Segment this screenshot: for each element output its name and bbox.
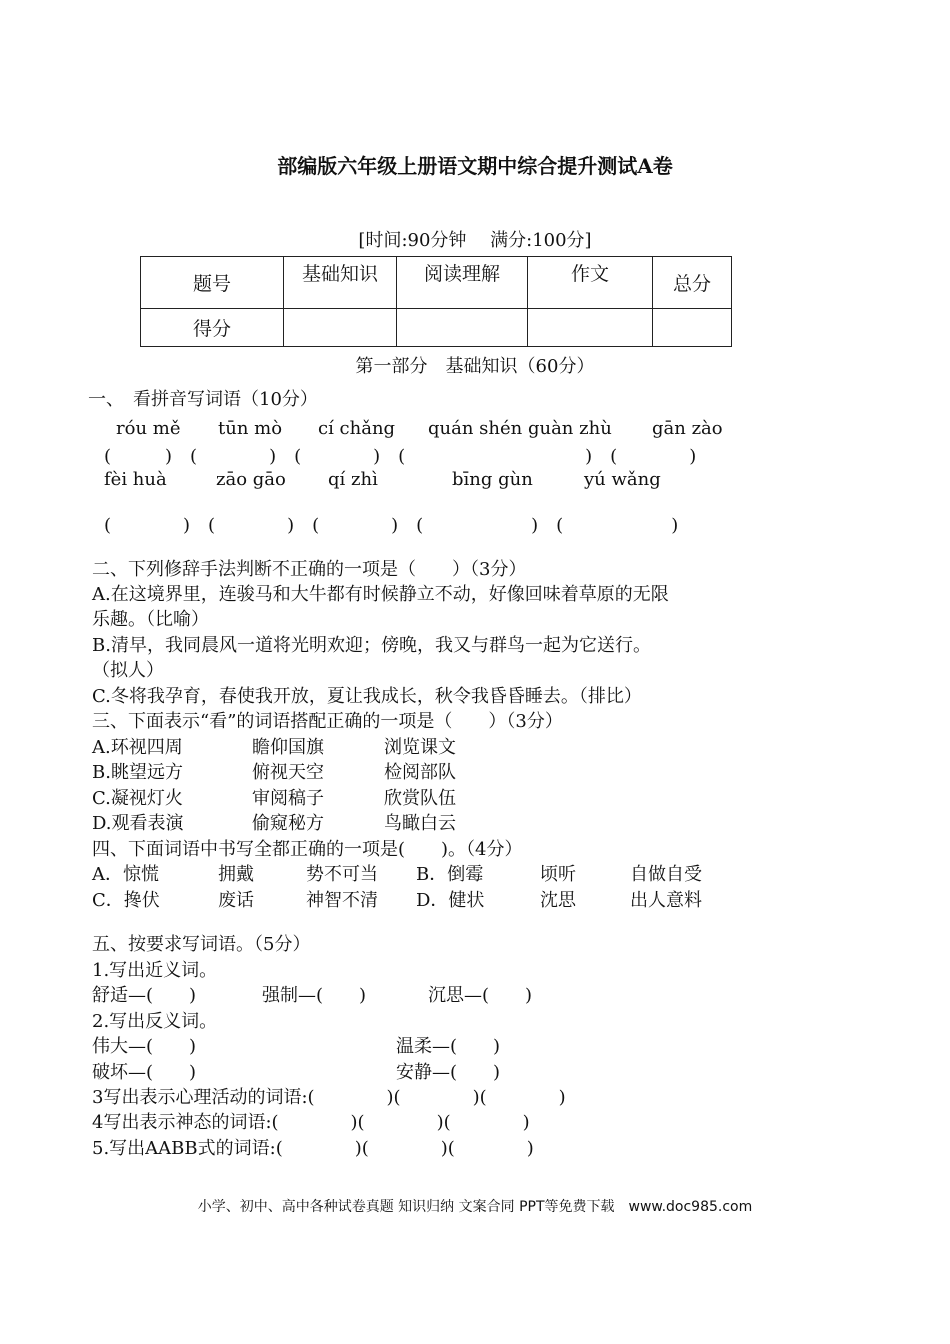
pinyin: zāo gāo — [216, 469, 286, 490]
fill-blank[interactable]: 强制—( ) — [262, 985, 367, 1006]
question-heading: 五、按要求写词语。（5分） — [92, 934, 311, 955]
option-text: A.在这境界里，连骏马和大牛都有时候静立不动，好像回味着草原的无限 — [92, 584, 669, 605]
option-text: 欣赏队伍 — [384, 788, 456, 809]
fill-blank[interactable]: 沉思—( ) — [428, 985, 533, 1006]
option-text: 俯视天空 — [252, 762, 324, 783]
option-text: B.眺望远方 — [92, 762, 183, 783]
fill-blank[interactable]: 伟大—( ) — [92, 1036, 197, 1057]
option-text: B．倒霉 — [416, 864, 484, 885]
question-heading: 四、下面词语中书写全都正确的一项是( )。（4分） — [92, 839, 523, 860]
fill-blank[interactable]: 4写出表示神态的词语:( )( )( ) — [92, 1112, 530, 1133]
score-cell[interactable] — [528, 309, 653, 347]
option-text: （拟人） — [92, 660, 164, 681]
part-heading: 第一部分 基础知识（60分） — [355, 356, 595, 377]
footer-note: 小学、初中、高中各种试卷真题 知识归纳 文案合同 PPT等免费下载 www.doc985.com — [197, 1199, 753, 1215]
option-text: 神智不清 — [306, 890, 378, 911]
page-title: 部编版六年级上册语文期中综合提升测试A卷 — [277, 154, 673, 178]
option-text: 瞻仰国旗 — [252, 737, 324, 758]
pinyin: fèi huà — [104, 469, 167, 490]
pinyin: tūn mò — [218, 418, 283, 439]
option-text: 沈思 — [540, 890, 576, 911]
option-text: 偷窥秘方 — [252, 813, 324, 834]
score-cell[interactable] — [397, 309, 528, 347]
option-text: 乐趣。（比喻） — [92, 609, 209, 630]
option-text: A．惊慌 — [92, 864, 159, 885]
sub-question: 1.写出近义词。 — [92, 960, 218, 981]
score-cell[interactable] — [653, 309, 732, 347]
fill-blank[interactable]: 温柔—( ) — [396, 1036, 501, 1057]
option-text: 审阅稿子 — [252, 788, 324, 809]
pinyin: yú wǎng — [584, 469, 661, 490]
score-table-header: 基础知识 — [284, 257, 397, 309]
fill-blank[interactable]: 破坏—( ) — [92, 1062, 197, 1083]
option-text: 鸟瞰白云 — [384, 813, 456, 834]
pinyin: qí zhì — [328, 469, 378, 490]
fill-blank[interactable]: 舒适—( ) — [92, 985, 197, 1006]
score-table — [140, 256, 732, 347]
option-text: 浏览课文 — [384, 737, 456, 758]
fill-blank[interactable]: 安静—( ) — [396, 1062, 501, 1083]
option-text: C.冬将我孕育，春使我开放，夏让我成长，秋令我昏昏睡去。（排比） — [92, 686, 642, 707]
score-table-header: 题号 — [141, 257, 284, 309]
question-heading: 二、下列修辞手法判断不正确的一项是（ ）（3分） — [92, 559, 527, 580]
option-text: 拥戴 — [218, 864, 254, 885]
question-heading: 三、下面表示“看”的词语搭配正确的一项是（ ）（3分） — [92, 711, 563, 732]
pinyin: gān zào — [652, 418, 723, 439]
answer-brackets[interactable]: ( ) ( ) ( ) ( ) ( ) — [104, 515, 679, 536]
option-text: 势不可当 — [306, 864, 378, 885]
option-text: 自做自受 — [630, 864, 702, 885]
option-text: D．健状 — [416, 890, 485, 911]
pinyin: cí chǎng — [318, 418, 396, 439]
option-text: D.观看表演 — [92, 813, 184, 834]
exam-meta: [时间:90分钟 满分:100分] — [358, 230, 592, 251]
option-text: B.清早，我同晨风一道将光明欢迎；傍晚，我又与群鸟一起为它送行。 — [92, 635, 651, 656]
pinyin: quán shén guàn zhù — [428, 418, 612, 439]
option-text: 检阅部队 — [384, 762, 456, 783]
score-table-header: 总分 — [653, 257, 732, 309]
fill-blank[interactable]: 5.写出AABB式的词语:( )( )( ) — [92, 1138, 534, 1159]
fill-blank[interactable]: 3写出表示心理活动的词语:( )( )( ) — [92, 1087, 566, 1108]
option-text: 废话 — [218, 890, 254, 911]
sub-question: 2.写出反义词。 — [92, 1011, 218, 1032]
option-text: 顷听 — [540, 864, 576, 885]
option-text: C．搀伏 — [92, 890, 160, 911]
pinyin: róu mě — [116, 418, 181, 439]
score-table-header: 阅读理解 — [397, 257, 528, 309]
pinyin: bīng gùn — [452, 469, 533, 490]
option-text: C.凝视灯火 — [92, 788, 183, 809]
question-heading: 一、 看拼音写词语（10分） — [88, 389, 318, 410]
option-text: 出人意料 — [630, 890, 702, 911]
option-text: A.环视四周 — [92, 737, 183, 758]
score-table-header: 作文 — [528, 257, 653, 309]
score-row-label: 得分 — [141, 309, 284, 347]
score-cell[interactable] — [284, 309, 397, 347]
answer-brackets[interactable]: ( ) ( ) ( ) ( ) ( ) — [104, 446, 697, 467]
